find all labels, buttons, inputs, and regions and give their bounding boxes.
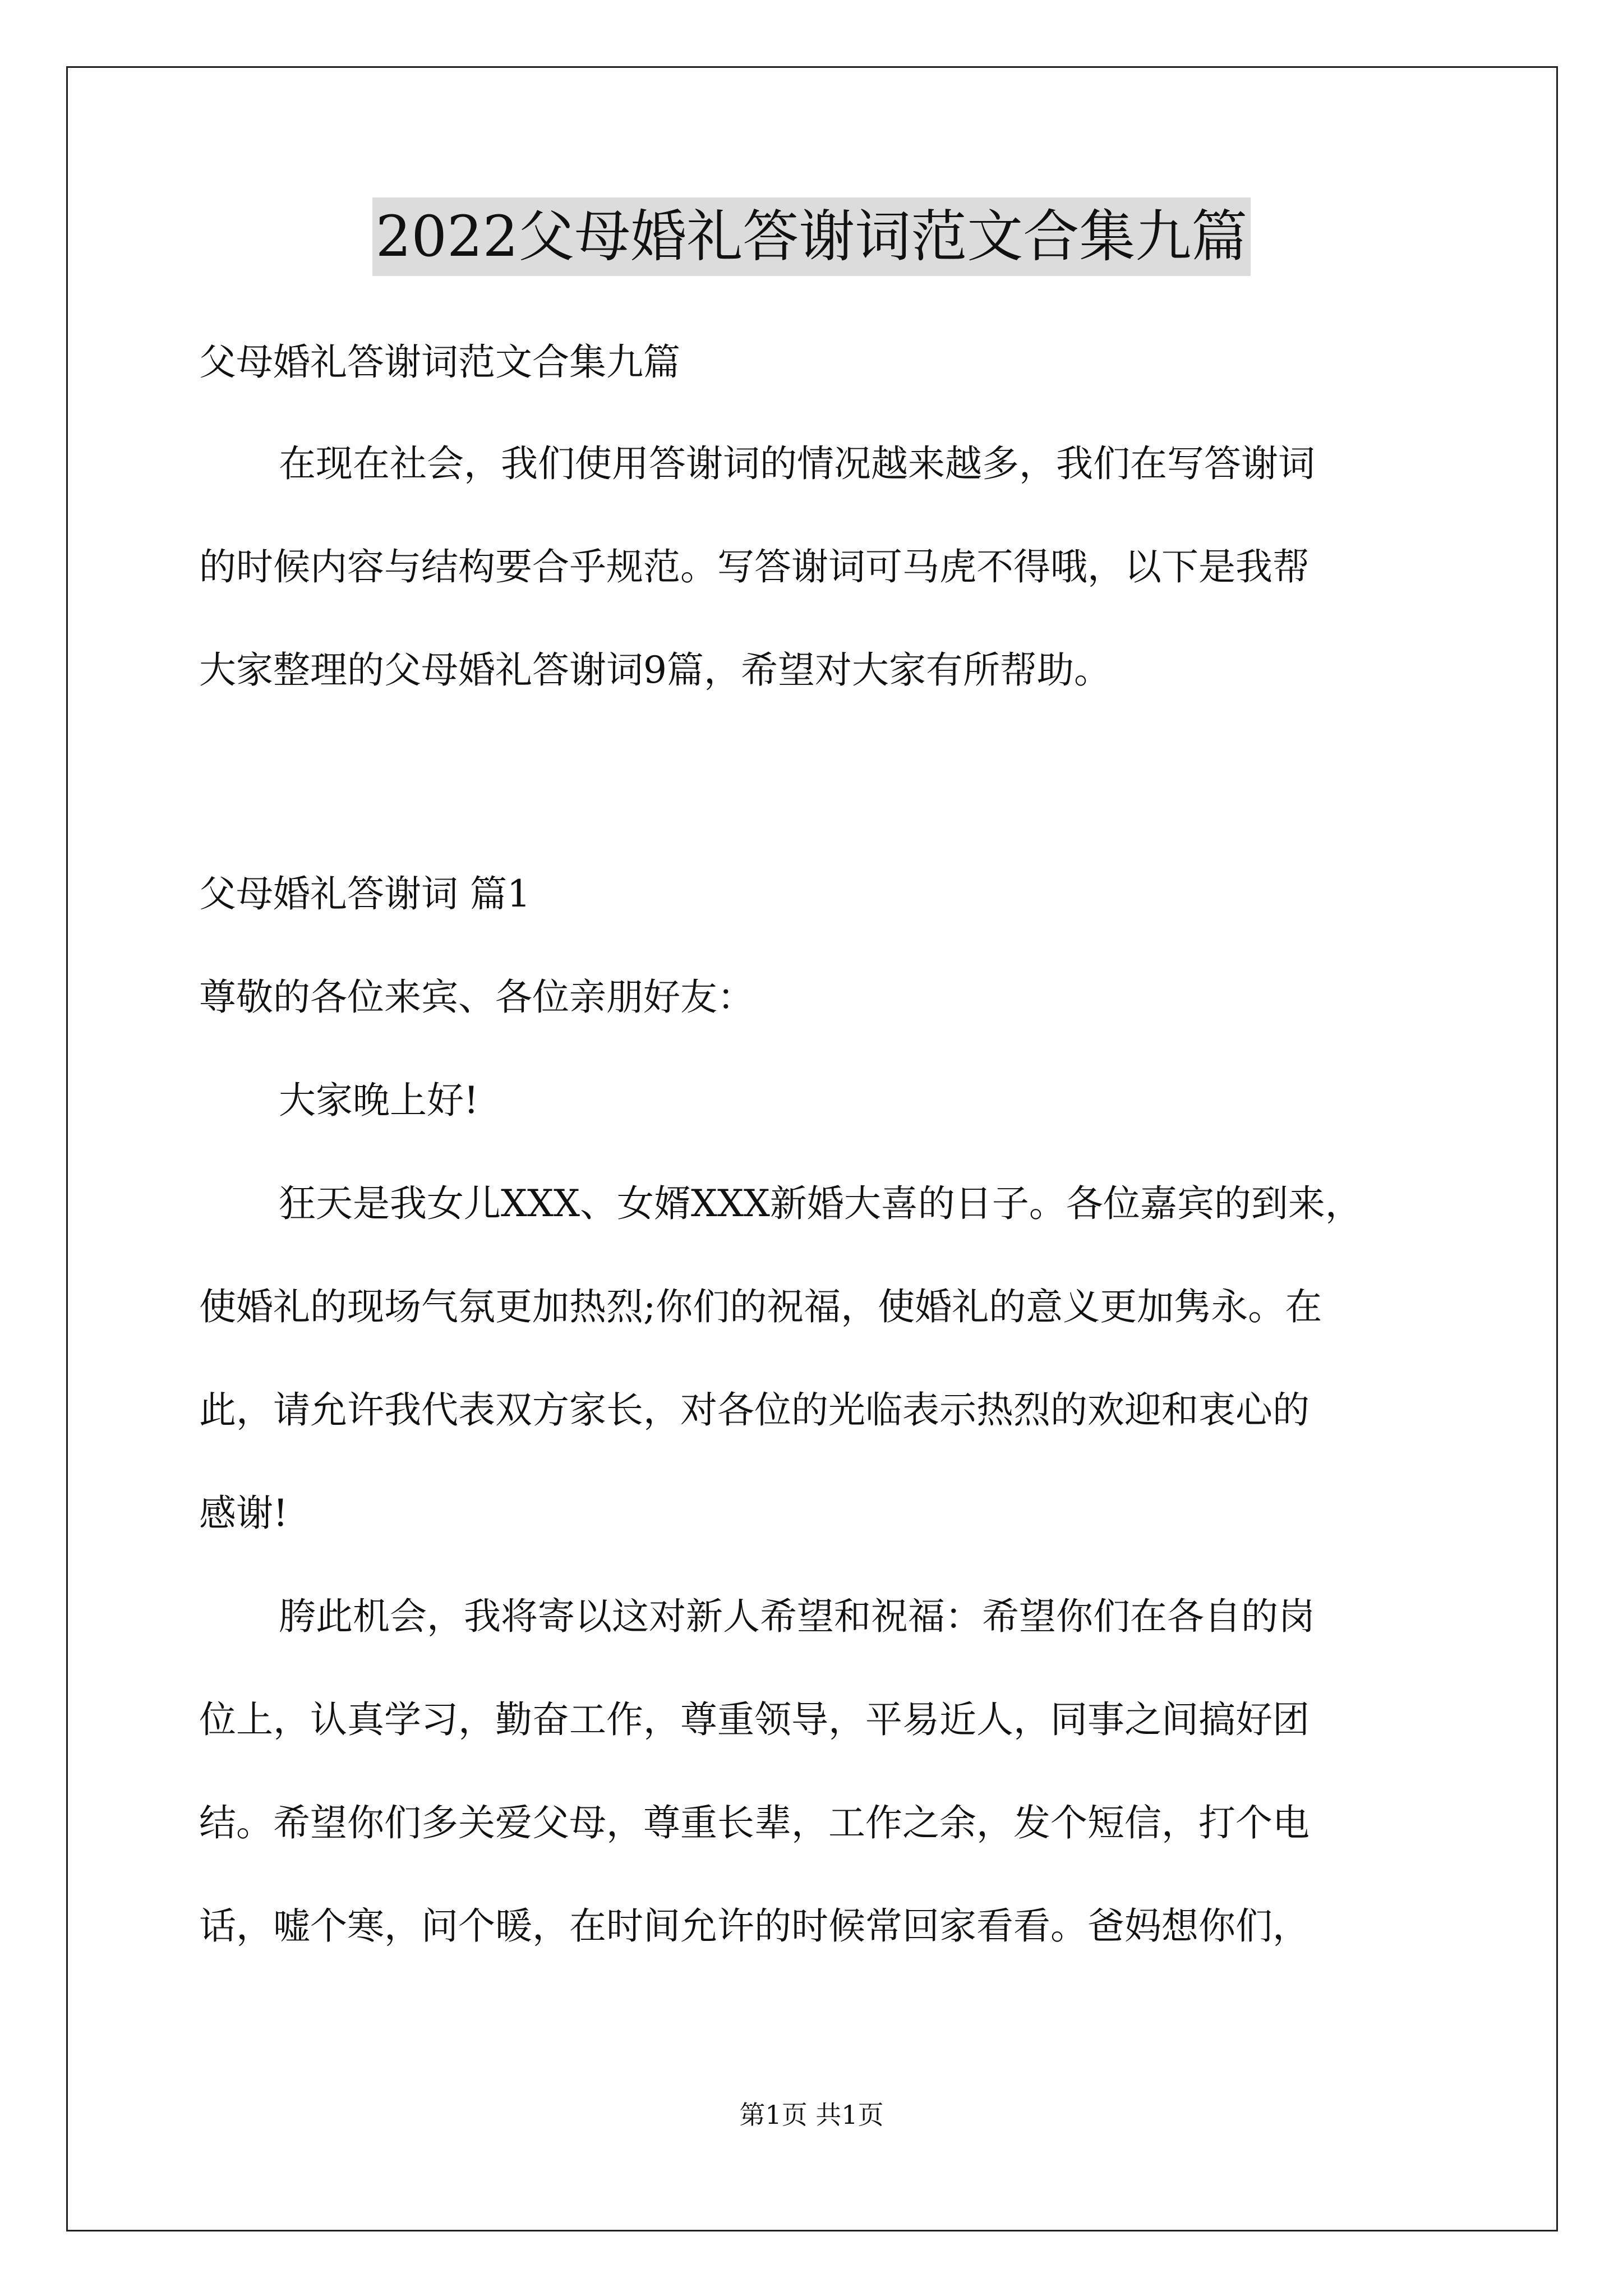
document-title: 2022父母婚礼答谢词范文合集九篇 (372, 197, 1251, 276)
title-wrapper (0, 197, 1623, 276)
intro-line-3: 大家整理的父母婚礼答谢词9篇，希望对大家有所帮助。 (199, 648, 1111, 692)
para1-line-3: 此，请允许我代表双方家长，对各位的光临表示热烈的欢迎和衷心的 (199, 1388, 1310, 1432)
para1-line-4: 感谢! (199, 1492, 288, 1535)
intro-line-2: 的时候内容与结构要合乎规范。写答谢词可马虎不得哦，以下是我帮 (199, 545, 1310, 588)
para2-line-2: 位上，认真学习，勤奋工作，尊重领导，平易近人，同事之间搞好团 (199, 1698, 1310, 1741)
page-number: 第1页 共1页 (739, 2100, 884, 2130)
para2-line-4: 话，嘘个寒，问个暖，在时间允许的时候常回家看看。爸妈想你们， (199, 1904, 1310, 1948)
salutation: 尊敬的各位来宾、各位亲朋好友： (199, 976, 754, 1019)
greeting: 大家晚上好! (279, 1079, 479, 1122)
document-subtitle: 父母婚礼答谢词范文合集九篇 (199, 341, 680, 384)
para1-line-2: 使婚礼的现场气氛更加热烈;你们的祝福，使婚礼的意义更加隽永。在 (199, 1285, 1322, 1328)
section-heading: 父母婚礼答谢词 篇1 (199, 872, 531, 915)
para1-line-1: 狂天是我女儿XXX、女婿XXX新婚大喜的日子。各位嘉宾的到来， (279, 1182, 1362, 1225)
page-footer (0, 2098, 1623, 2132)
intro-line-1: 在现在社会，我们使用答谢词的情况越来越多，我们在写答谢词 (279, 442, 1315, 485)
para2-line-3: 结。希望你们多关爱父母，尊重长辈，工作之余，发个短信，打个电 (199, 1801, 1310, 1844)
para2-line-1: 胯此机会，我将寄以这对新人希望和祝福：希望你们在各自的岗 (279, 1595, 1315, 1638)
